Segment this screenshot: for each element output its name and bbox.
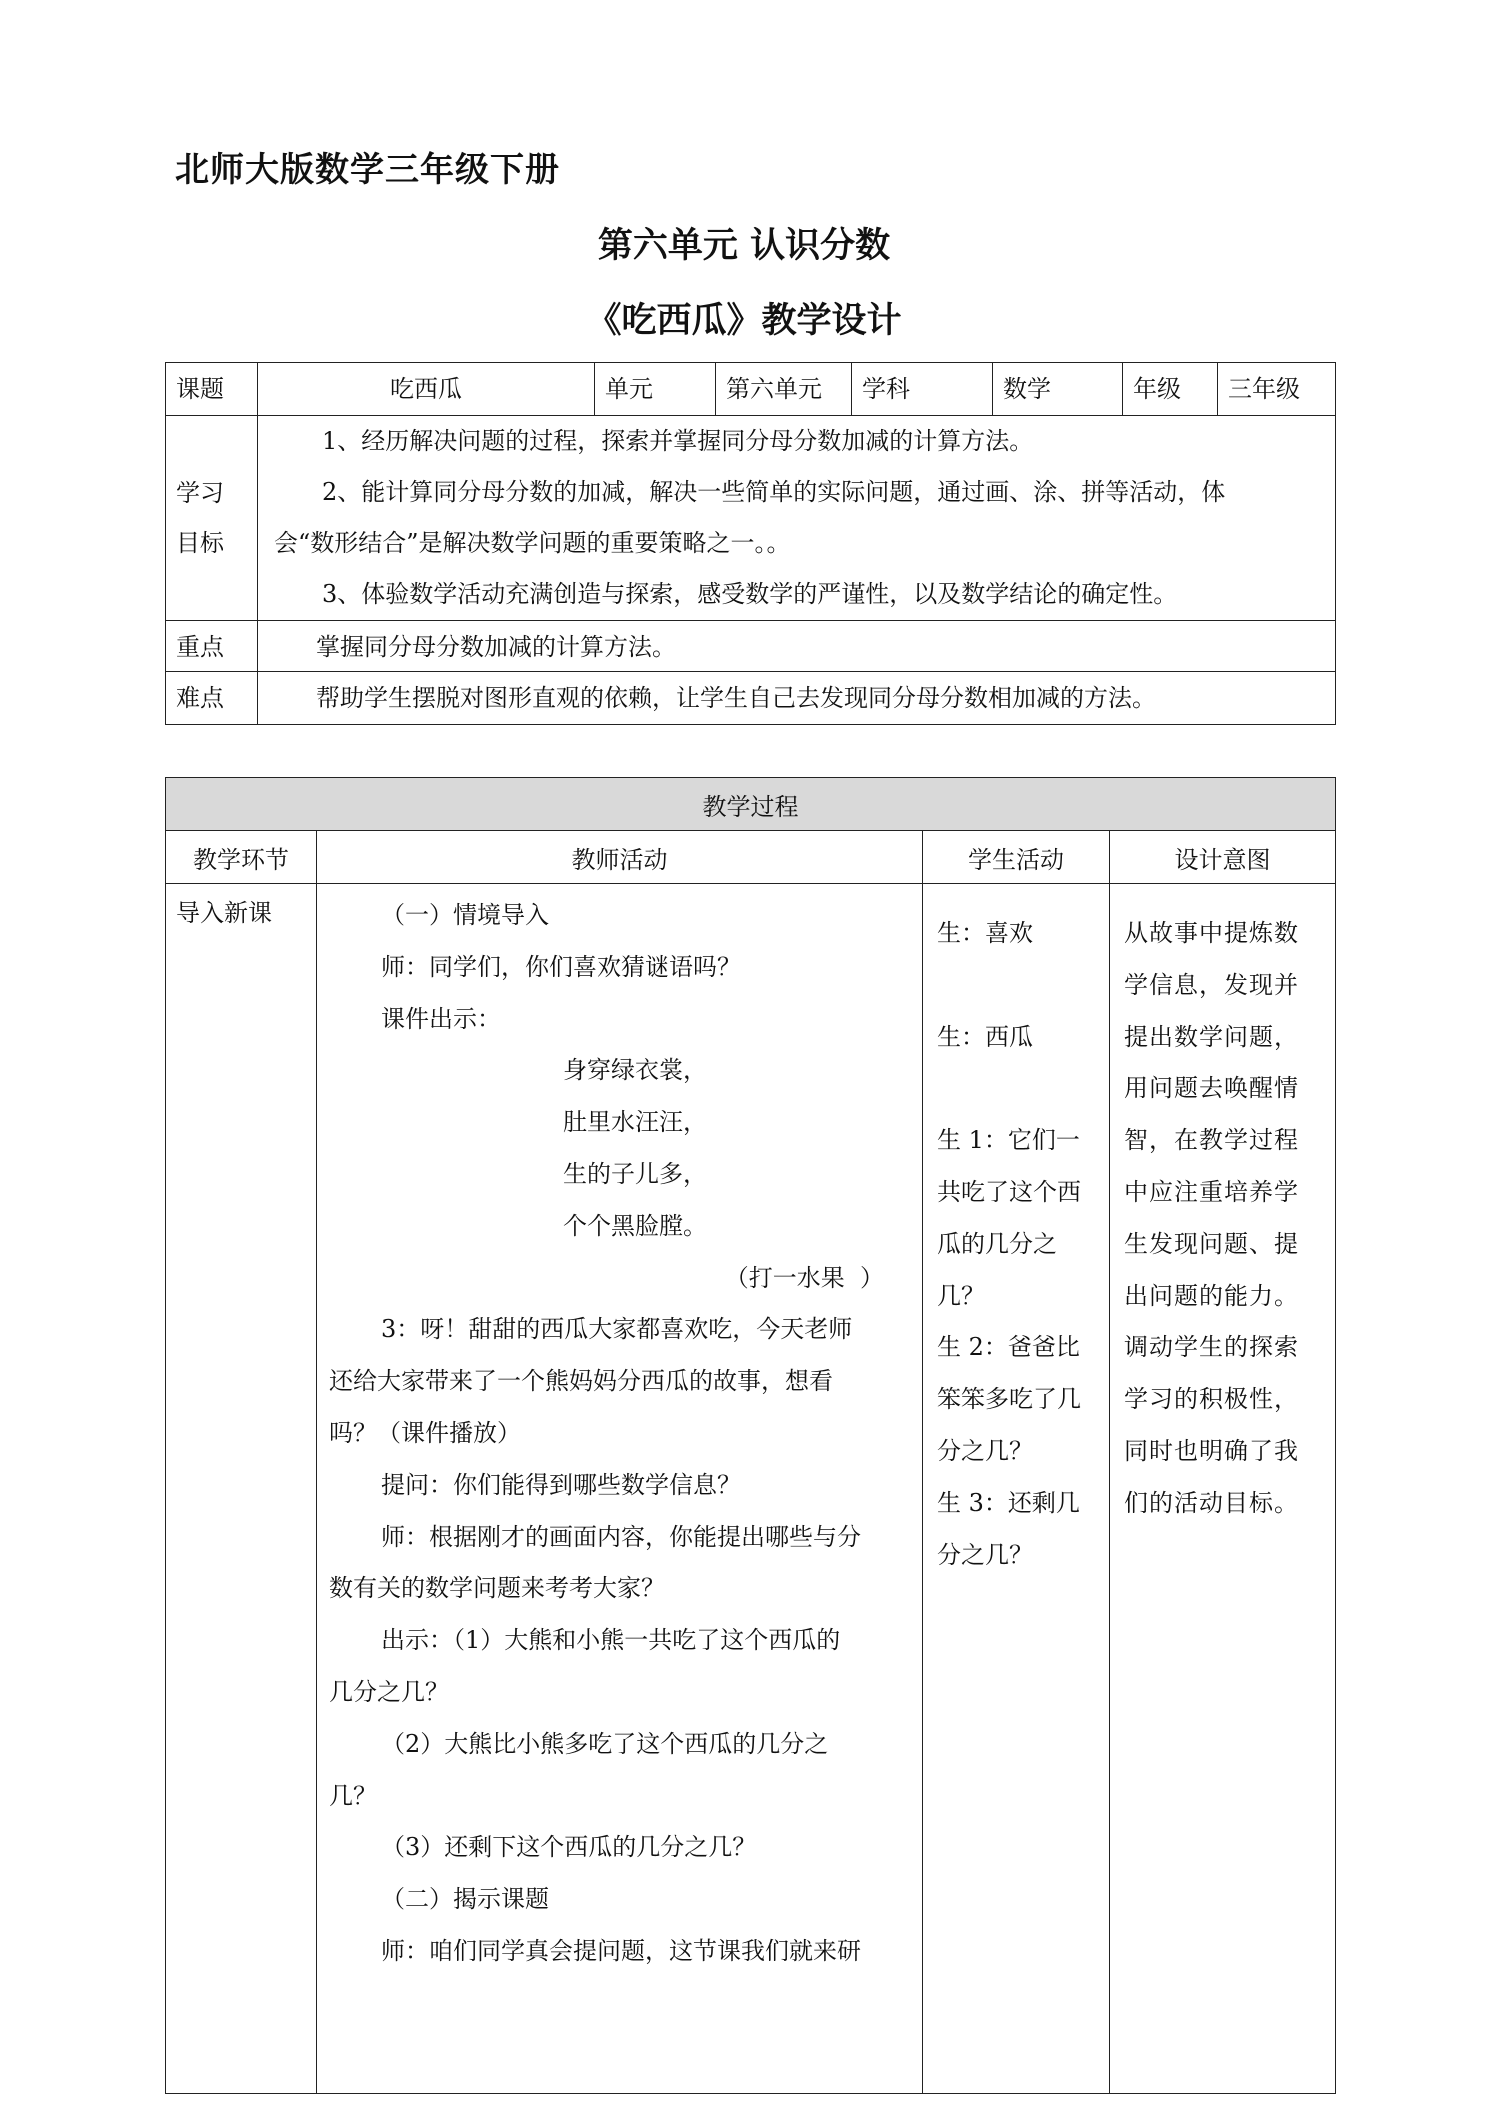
column-header-teacher: 教师活动 <box>317 831 923 884</box>
student-line: 生 3：还剩几 <box>937 1488 1080 1517</box>
design-line: 出问题的能力。 <box>1124 1281 1299 1310</box>
topic-label: 课题 <box>166 363 258 416</box>
key-point-value: 掌握同分母分数加减的计算方法。 <box>258 621 1336 672</box>
objectives-label-line: 学习 <box>176 479 224 507</box>
teacher-line: 几分之几？ <box>329 1677 449 1706</box>
objectives-row <box>166 416 1336 621</box>
teacher-activity-cell <box>317 884 923 2094</box>
column-header-student: 学生活动 <box>923 831 1110 884</box>
design-line: 提出数学问题， <box>1124 1022 1299 1051</box>
difficulty-row <box>166 672 1336 725</box>
key-point-row <box>166 621 1336 672</box>
student-line: 分之几？ <box>937 1436 1033 1465</box>
riddle-hint: （打一水果 ） <box>724 1263 884 1292</box>
design-line: 生发现问题、提 <box>1124 1229 1299 1258</box>
design-line: 用问题去唤醒情 <box>1124 1074 1299 1103</box>
objective-item: 1、经历解决问题的过程，探索并掌握同分母分数加减的计算方法。 <box>322 427 1034 455</box>
teacher-line: 还给大家带来了一个熊妈妈分西瓜的故事，想看 <box>329 1367 833 1396</box>
teaching-process-table <box>165 777 1336 2094</box>
riddle-line: 个个黑脸膛。 <box>563 1211 707 1240</box>
student-line: 几？ <box>937 1281 985 1310</box>
subject-value: 数学 <box>993 363 1123 416</box>
student-line: 生：西瓜 <box>937 1022 1033 1051</box>
teacher-line: 师：同学们，你们喜欢猜谜语吗？ <box>381 952 741 981</box>
teacher-line: （3）还剩下这个西瓜的几分之几？ <box>381 1833 757 1862</box>
objective-item: 2、能计算同分母分数的加减，解决一些简单的实际问题，通过画、涂、拼等活动，体 <box>322 478 1226 506</box>
unit-value: 第六单元 <box>716 363 852 416</box>
process-column-header-row <box>166 831 1336 884</box>
teacher-line: 提问：你们能得到哪些数学信息？ <box>381 1470 741 1499</box>
teacher-line: 课件出示： <box>381 1004 501 1033</box>
objectives-label-line: 目标 <box>176 529 224 557</box>
document-title: 北师大版数学三年级下册 <box>175 150 560 190</box>
student-activity-cell <box>923 884 1110 2094</box>
key-point-label: 重点 <box>166 621 258 672</box>
student-line: 共吃了这个西 <box>937 1177 1081 1206</box>
process-title: 教学过程 <box>166 778 1336 831</box>
design-line: 调动学生的探索 <box>1124 1333 1299 1362</box>
design-line: 们的活动目标。 <box>1124 1488 1299 1517</box>
riddle-line: 肚里水汪汪， <box>563 1108 707 1137</box>
teacher-line: 几？ <box>329 1781 377 1810</box>
teacher-line: 3：呀！甜甜的西瓜大家都喜欢吃，今天老师 <box>381 1315 853 1344</box>
column-header-design: 设计意图 <box>1110 831 1336 884</box>
teacher-line: 师：根据刚才的画面内容，你能提出哪些与分 <box>381 1522 861 1551</box>
unit-label: 单元 <box>595 363 716 416</box>
stage-cell: 导入新课 <box>166 884 317 2094</box>
student-line: 分之几？ <box>937 1540 1033 1569</box>
grade-value: 三年级 <box>1218 363 1336 416</box>
teacher-line: 数有关的数学问题来考考大家？ <box>329 1574 665 1603</box>
design-line: 学信息，发现并 <box>1124 970 1299 999</box>
design-line: 同时也明确了我 <box>1124 1436 1299 1465</box>
student-line: 生：喜欢 <box>937 919 1033 947</box>
topic-value: 吃西瓜 <box>258 363 595 416</box>
student-line: 生 2：爸爸比 <box>937 1333 1080 1362</box>
lesson-info-table <box>165 362 1336 725</box>
unit-title: 第六单元 认识分数 <box>597 226 891 266</box>
teacher-line: （一）情境导入 <box>381 901 549 929</box>
objectives-content <box>258 416 1336 621</box>
column-header-stage: 教学环节 <box>166 831 317 884</box>
info-header-row <box>166 363 1336 416</box>
subject-label: 学科 <box>852 363 993 416</box>
student-line: 瓜的几分之 <box>937 1229 1057 1258</box>
design-line: 从故事中提炼数 <box>1124 919 1299 947</box>
riddle-line: 生的子儿多， <box>563 1159 707 1188</box>
design-intent-cell <box>1110 884 1336 2094</box>
student-line: 笨笨多吃了几 <box>937 1385 1081 1414</box>
teacher-line: （二）揭示课题 <box>381 1885 549 1914</box>
process-title-row <box>166 778 1336 831</box>
teacher-line: 吗？（课件播放） <box>329 1418 521 1447</box>
riddle-line: 身穿绿衣裳， <box>563 1056 707 1085</box>
difficulty-value: 帮助学生摆脱对图形直观的依赖，让学生自己去发现同分母分数相加减的方法。 <box>258 672 1336 725</box>
grade-label: 年级 <box>1123 363 1218 416</box>
lesson-title: 《吃西瓜》教学设计 <box>586 301 902 341</box>
teacher-line: 出示：（1）大熊和小熊一共吃了这个西瓜的 <box>381 1626 841 1655</box>
process-body-row <box>166 884 1336 2094</box>
design-line: 中应注重培养学 <box>1124 1177 1299 1206</box>
student-line: 生 1：它们一 <box>937 1126 1080 1155</box>
objectives-label <box>166 416 258 621</box>
teacher-line: 师：咱们同学真会提问题，这节课我们就来研 <box>381 1936 861 1965</box>
difficulty-label: 难点 <box>166 672 258 725</box>
design-line: 学习的积极性， <box>1124 1385 1299 1414</box>
objective-item: 3、体验数学活动充满创造与探索，感受数学的严谨性，以及数学结论的确定性。 <box>322 580 1178 608</box>
objective-item: 会“数形结合”是解决数学问题的重要策略之一。。 <box>274 529 791 557</box>
design-line: 智，在教学过程 <box>1124 1126 1299 1155</box>
teacher-line: （2）大熊比小熊多吃了这个西瓜的几分之 <box>381 1729 829 1758</box>
